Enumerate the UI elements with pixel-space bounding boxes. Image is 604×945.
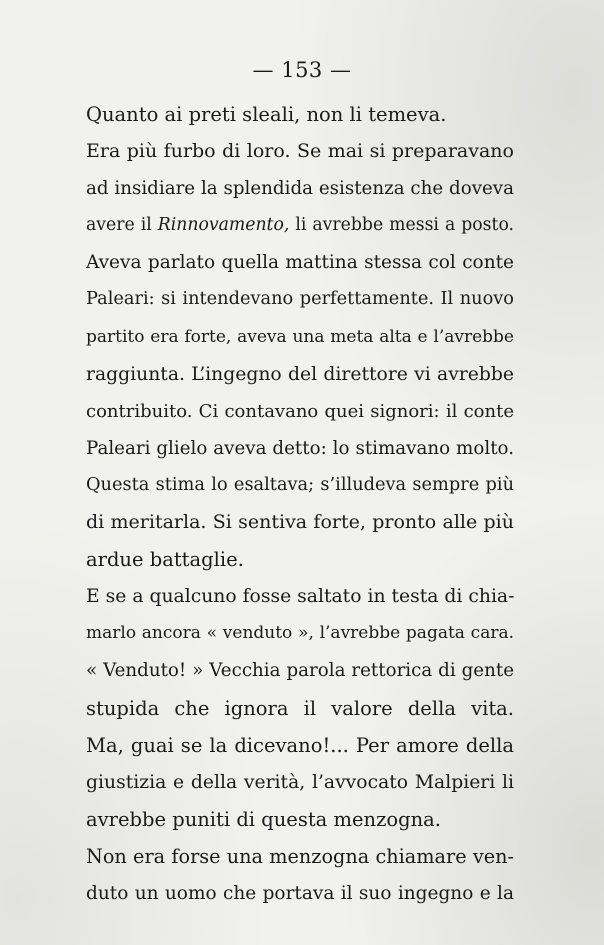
text-line: ad insidiare la splendida esistenza che doveva xyxy=(86,178,514,200)
text-line: marlo ancora « venduto », l’avrebbe pagata cara. xyxy=(86,623,514,644)
text-line: raggiunta. L’ingegno del direttore vi avrebbe xyxy=(86,363,514,385)
text-line: Paleari: si intendevano perfettamente. Il nuovo xyxy=(86,289,514,310)
page-number: — 153 — xyxy=(252,58,352,82)
text-line: Aveva parlato quella mattina stessa col conte xyxy=(86,252,514,274)
text-line: duto un uomo che portava il suo ingegno e la xyxy=(86,882,514,904)
text-line: di meritarla. Si sentiva forte, pronto alle più xyxy=(86,511,514,534)
text-line: Quanto ai preti sleali, non li temeva. xyxy=(86,103,447,126)
text-fragment: avere il xyxy=(86,215,158,236)
text-line: contribuito. Ci contavano quei signori: il conte xyxy=(86,400,514,422)
text-line: Non era forse una menzogna chiamare ven- xyxy=(86,844,514,868)
text-line: ardue battaglie. xyxy=(86,548,244,572)
text-line: E se a qualcuno fosse saltato in testa di chia- xyxy=(86,586,515,608)
newspaper-title: Rinnovamento, xyxy=(157,215,290,236)
text-line: stupida che ignora il valore della vita. xyxy=(86,696,514,720)
text-line: partito era forte, aveva una meta alta e l’avrebbe xyxy=(86,326,514,347)
text-line: Era più furbo di loro. Se mai si preparavano xyxy=(86,140,514,163)
text-line: giustizia e della verità, l’avvocato Malpieri li xyxy=(86,771,514,793)
text-line: avrebbe puniti di questa menzogna. xyxy=(86,807,441,831)
text-line: Ma, guai se la dicevano!... Per amore della xyxy=(86,733,514,757)
text-line: Paleari glielo aveva detto: lo stimavano molto. xyxy=(86,437,514,459)
text-line: Questa stima lo esaltava; s’illudeva sempre più xyxy=(86,474,514,495)
body-text xyxy=(86,96,514,912)
text-line: « Venduto! » Vecchia parola rettorica di gente xyxy=(86,660,514,682)
text-fragment: li avrebbe messi a posto. xyxy=(289,215,515,236)
text-line xyxy=(86,207,514,244)
